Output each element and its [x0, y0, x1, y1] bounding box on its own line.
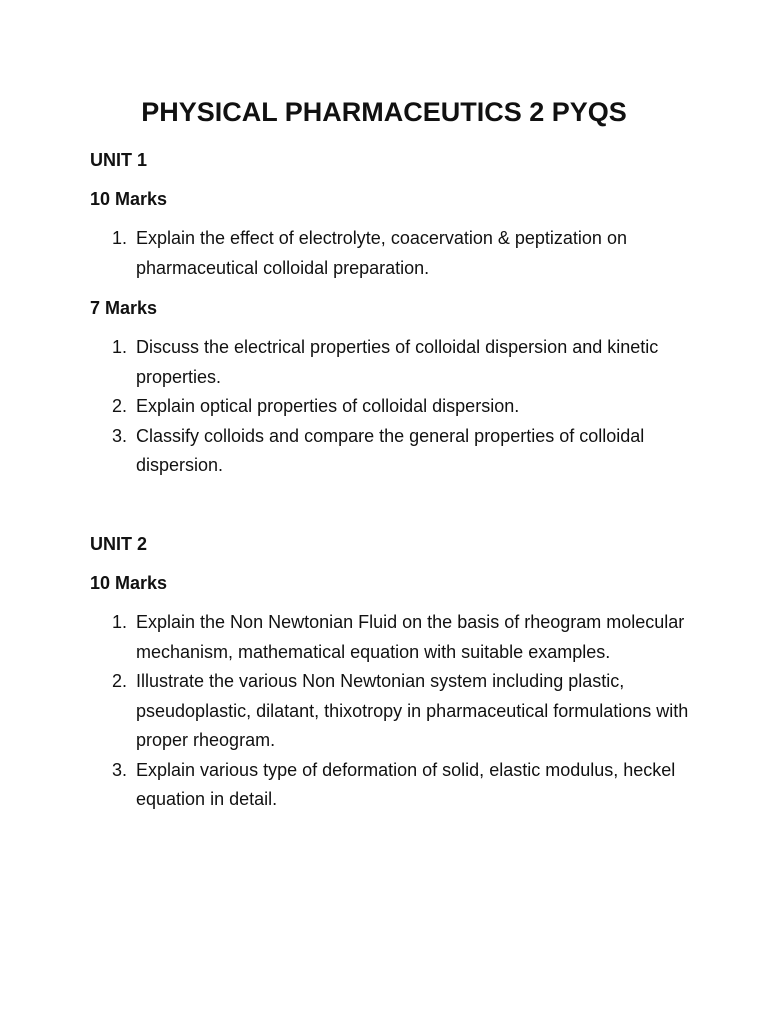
page-title: PHYSICAL PHARMACEUTICS 2 PYQS	[141, 97, 627, 127]
question-number: 2.	[112, 396, 128, 416]
unit-1-10-marks-heading: 10 Marks	[90, 189, 168, 209]
question-number: 3.	[112, 425, 128, 446]
unit-1-7-marks-questions	[90, 333, 690, 481]
question-number: 2.	[112, 671, 128, 691]
question-item	[90, 756, 690, 815]
unit-1-7-marks-heading: 7 Marks	[90, 298, 158, 318]
unit-2-heading: UNIT 2	[90, 534, 148, 554]
question-text: Explain various type of deformation of solid, elastic modulus, heckel equation in detail.	[136, 759, 676, 809]
unit-2-10-marks-questions	[90, 608, 690, 815]
unit-1-heading: UNIT 1	[90, 150, 148, 170]
question-text: Explain the effect of electrolyte, coacervation & peptization on pharmaceutical colloidal preparation.	[136, 228, 627, 278]
question-item	[90, 333, 690, 392]
question-text: Illustrate the various Non Newtonian system including plastic, pseudoplastic, dilatant, thixotropy in pharmaceutical formulations with proper rheogram.	[136, 671, 689, 750]
question-text: Explain the Non Newtonian Fluid on the basis of rheogram molecular mechanism, mathematical equation with suitable examples.	[136, 612, 685, 662]
question-text: Explain optical properties of colloidal dispersion.	[136, 396, 520, 416]
question-text: Classify colloids and compare the general properties of colloidal dispersion.	[136, 425, 645, 475]
question-item	[90, 224, 690, 283]
question-item	[90, 608, 690, 667]
question-text: Discuss the electrical properties of colloidal dispersion and kinetic properties.	[136, 337, 659, 387]
unit-2-10-marks-heading: 10 Marks	[90, 573, 168, 593]
question-item	[90, 667, 690, 756]
question-item	[90, 392, 690, 422]
question-item	[90, 422, 690, 481]
question-number: 3.	[112, 759, 128, 780]
unit-1-10-marks-questions	[90, 224, 690, 283]
question-number: 1.	[112, 228, 128, 248]
question-number: 1.	[112, 612, 128, 632]
question-number: 1.	[112, 337, 128, 357]
